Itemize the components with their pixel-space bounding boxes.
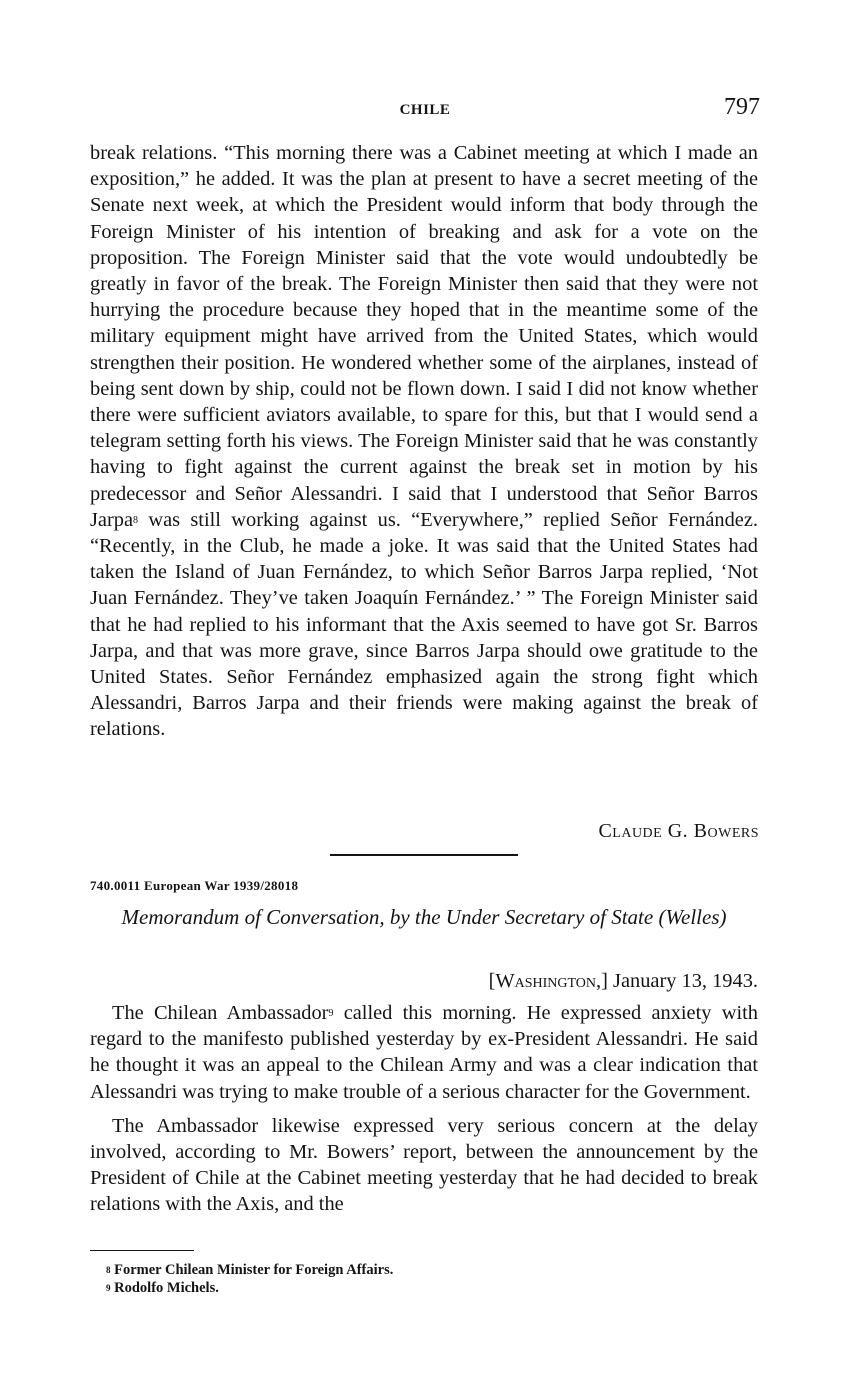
footnote-text: Rodolfo Michels.	[114, 1280, 219, 1296]
letter-paragraph-continuation: was still working against us. “Everywhere,” replied Señor Fernández. “Recently, in the Club, he made a joke. It was said that the United States had taken the Island of Juan Fernández, to which Señor Barros Jarpa replied, ‘Not Juan Fernández. They’ve taken Joaquín Fernández.’ ” The Foreign Minister said that he had replied to his informant that the Axis seemed to have got Sr. Barros Jarpa, and that was more grave, since Barros Jarpa should owe gratitude to the United States. Señor Fernández emphasized again the strong fight which Alessandri, Barros Jarpa and their friends were making against the break of relations.	[90, 508, 758, 741]
footnote-item	[106, 1261, 393, 1279]
footnote-item	[106, 1279, 393, 1297]
footnote-reference-9: 9	[328, 1008, 334, 1019]
running-head	[90, 96, 760, 126]
memorandum-body	[90, 1000, 758, 1226]
memorandum-paragraph-1-rest: called this morning. He expressed anxiety with regard to the manifesto published yesterday by ex-President Alessandri. He said he thought it was an appeal to the Chilean Army and was a clear indication that Alessandri was trying to make trouble of a serious character for the Government.	[90, 1002, 758, 1103]
running-head-title: CHILE	[399, 102, 451, 118]
section-divider	[330, 854, 518, 856]
footnote-mark: 8	[106, 1265, 111, 1275]
footnote-mark: 9	[106, 1283, 111, 1293]
letter-paragraph	[90, 140, 758, 743]
letter-paragraph-text: break relations. “This morning there was a Cabinet meeting at which I made an exposition,” he added. It was the plan at present to have a secret meeting of the Senate next week, at which the President would inform that body through the Foreign Minister of his intention of breaking and ask for a vote on the proposition. The Foreign Minister said that the vote would undoubtedly be greatly in favor of the break. The Foreign Minister then said that they were not hurrying the procedure because they hoped that in the meantime some of the military equipment might have arrived from the United States, which would strengthen their position. He wondered whether some of the airplanes, instead of being sent down by ship, could not be flown down. I said I did not know whether there were sufficient aviators available, to spare for this, but that I would send a telegram setting forth his views. The Foreign Minister said that he was constantly having to fight against the current against the break set in motion by his predecessor and Señor Alessandri. I said that I understood that Señor Barros Jarpa	[90, 142, 758, 531]
footnotes	[106, 1261, 393, 1297]
memorandum-paragraph-1-start: The Chilean Ambassador	[112, 1002, 329, 1024]
dateline	[489, 970, 758, 993]
letter-signature: Claude G. Bowers	[598, 820, 759, 842]
page-number: 797	[724, 94, 760, 120]
footnote-text: Former Chilean Minister for Foreign Affairs.	[114, 1262, 394, 1278]
dateline-date: January 13, 1943.	[607, 970, 758, 992]
document-title: Memorandum of Conversation, by the Under Secretary of State (Welles)	[121, 905, 727, 929]
file-number: 740.0011 European War 1939/28018	[90, 878, 299, 893]
letter-body	[90, 140, 758, 743]
memorandum-paragraph-2: The Ambassador likewise expressed very serious concern at the delay involved, according to Mr. Bowers’ report, between the announcement by the President of Chile at the Cabinet meeting yesterday that he had decided to break relations with the Axis, and the	[90, 1114, 758, 1216]
footnote-reference-8: 8	[133, 514, 139, 526]
memorandum-paragraph-1	[90, 1000, 758, 1105]
dateline-place: [Washington,]	[488, 970, 608, 992]
footnote-rule	[90, 1250, 194, 1251]
